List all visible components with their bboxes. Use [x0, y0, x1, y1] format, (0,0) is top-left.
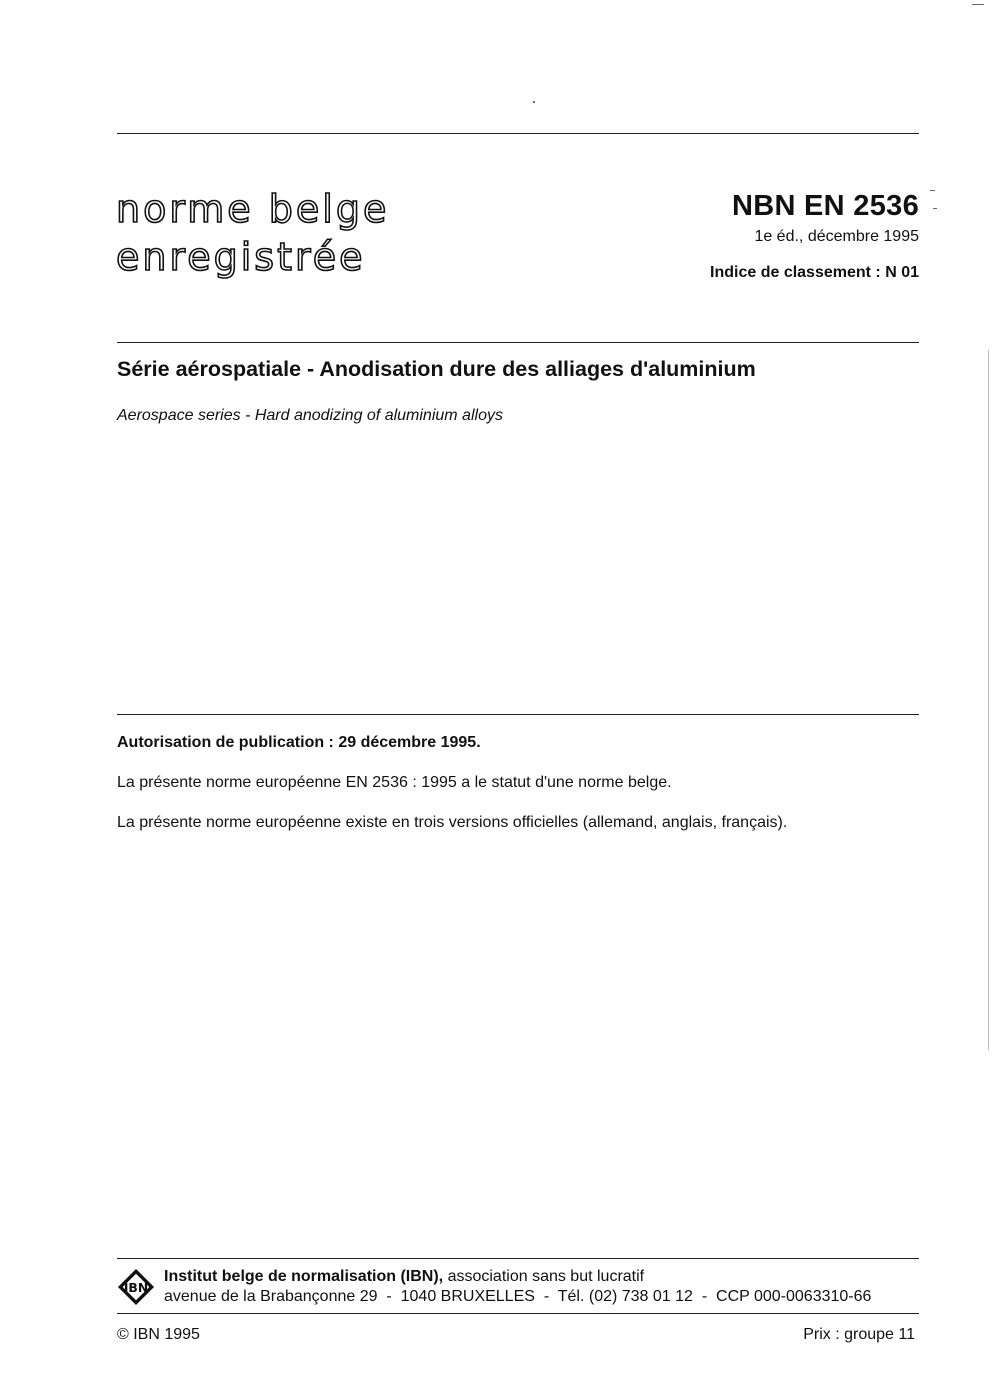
scan-speck [533, 101, 535, 103]
ibn-logo-icon [117, 1268, 155, 1306]
standard-block [619, 186, 919, 284]
edition: 1e éd., décembre 1995 [754, 228, 919, 245]
standard-number: NBN EN 2536 [731, 190, 919, 222]
classification: Indice de classement : N 01 [710, 264, 919, 281]
institute-line [164, 1267, 644, 1287]
title-rule [117, 342, 919, 343]
institute-address: avenue de la Brabançonne 29 - 1040 BRUXELLES - Tél. (02) 738 01 12 - CCP 000-0063310-66 [164, 1288, 872, 1305]
scan-speck [933, 208, 937, 209]
publication-rule [117, 714, 919, 715]
footer-rule-top [117, 1258, 919, 1259]
publication-paragraph-2: La présente norme européenne existe en trois versions officielles (allemand, anglais, français). [117, 814, 788, 831]
brand-line-2: enregistrée [116, 235, 366, 279]
ibn-logo-text: IBN [123, 1280, 149, 1295]
brand-line-1: norme belge [116, 187, 390, 231]
scan-speck [930, 190, 935, 191]
institute-status: association sans but lucratif [443, 1268, 645, 1285]
price-group: Prix : groupe 11 [803, 1326, 915, 1343]
publication-paragraph-1: La présente norme européenne EN 2536 : 1995 a le statut d'une norme belge. [117, 774, 672, 791]
title-french: Série aérospatiale - Anodisation dure des alliages d'aluminium [117, 357, 756, 381]
copyright: © IBN 1995 [117, 1326, 200, 1343]
scan-speck [972, 4, 984, 5]
scan-edge [988, 350, 989, 1050]
ibn-logo [117, 1268, 155, 1311]
publication-authorization: Autorisation de publication : 29 décembre 1995. [117, 734, 481, 751]
footer-rule-bottom [117, 1313, 919, 1314]
institute-name: Institut belge de normalisation (IBN), [164, 1268, 444, 1285]
title-english: Aerospace series - Hard anodizing of aluminium alloys [117, 407, 503, 424]
top-rule [117, 133, 919, 134]
